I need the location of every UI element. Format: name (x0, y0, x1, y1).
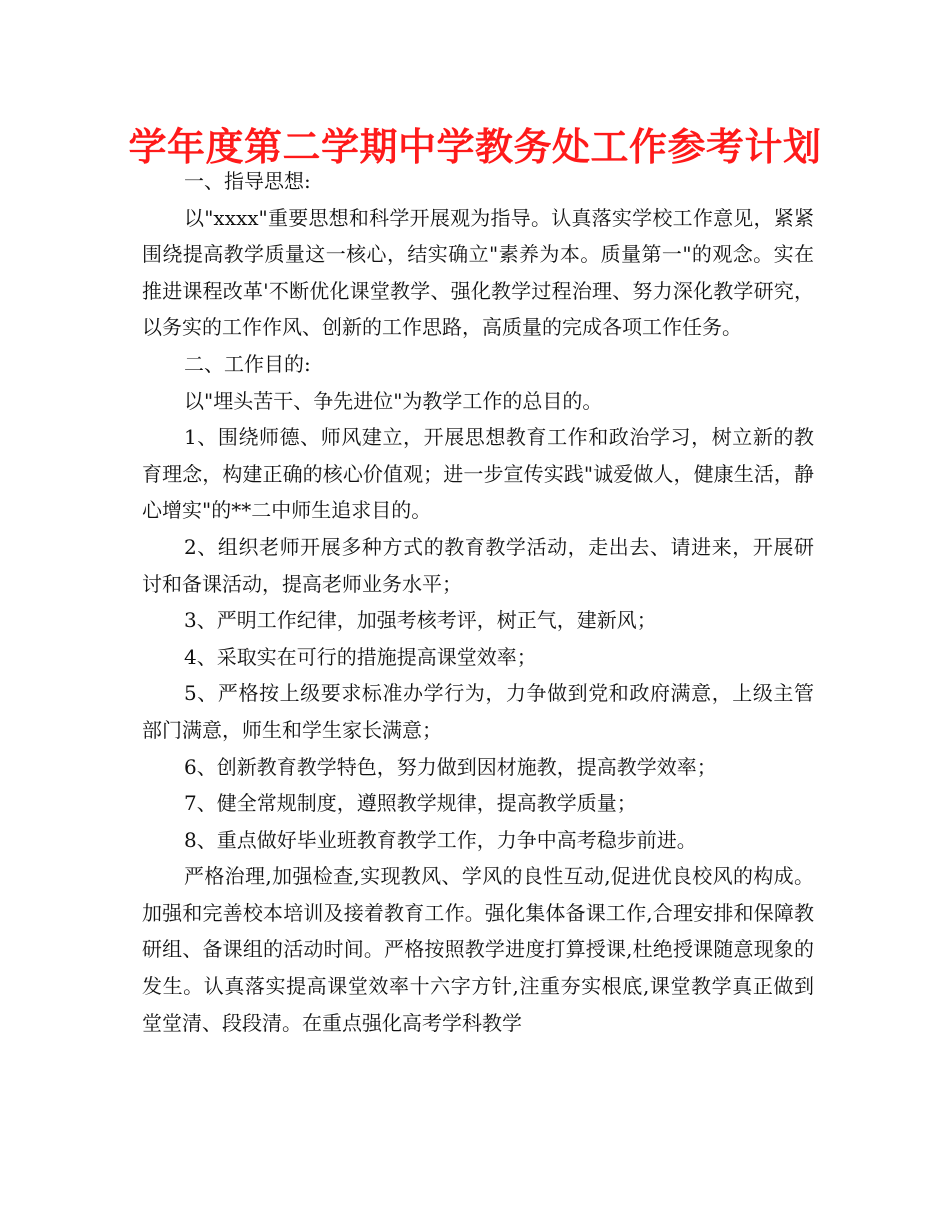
heading-guiding-ideology: 一、指导思想: (184, 169, 311, 193)
paragraph-guiding-ideology: 以"xxxx"重要思想和科学开展观为指导。认真落实学校工作意见，紧紧围绕提高教学质量这一核心，结实确立"素养为本。质量第一"的观念。实在推进课程改革'不断优化课堂教学、强化教学过程治理、努力深化教学研究，以务实的工作作风、创新的工作思路，高质量的完成各项工作任务。 (142, 205, 814, 340)
document-body (142, 163, 814, 1041)
list-item-goal-8: 8、重点做好毕业班教育教学工作，力争中高考稳步前进。 (184, 827, 697, 852)
list-item-goal-4: 4、采取实在可行的措施提高课堂效率； (184, 644, 537, 669)
list-item-goal-2: 2、组织老师开展多种方式的教育教学活动，走出去、请进来，开展研讨和备课活动，提高老师业务水平； (142, 534, 814, 596)
paragraph-management: 严格治理,加强检查,实现教风、学风的良性互动,促进优良校风的构成。加强和完善校本培训及接着教育工作。强化集体备课工作,合理安排和保障教研组、备课组的活动时间。严格按照教学进度打算授课,杜绝授课随意现象的发生。认真落实提高课堂效率十六字方针,注重夯实根底,课堂教学真正做到堂堂清、段段清。在重点强化高考学科教学 (142, 864, 814, 1035)
list-item-goal-7: 7、健全常规制度，遵照教学规律，提高教学质量； (184, 791, 637, 816)
list-item-goal-3: 3、严明工作纪律，加强考核考评，树正气，建新风； (184, 608, 657, 633)
list-item-goal-6: 6、创新教育教学特色，努力做到因材施教，提高教学效率； (184, 754, 717, 779)
list-item-goal-1: 1、围绕师德、师风建立，开展思想教育工作和政治学习，树立新的教育理念，构建正确的核心价值观；进一步宣传实践"诚爱做人，健康生活，静心增实"的**二中师生追求目的。 (142, 425, 814, 523)
paragraph-overall-goal: 以"埋头苦干、争先进位"为教学工作的总目的。 (184, 388, 603, 413)
document-title: 学年度第二学期中学教务处工作参考计划 (128, 125, 822, 169)
list-item-goal-5: 5、严格按上级要求标准办学行为，力争做到党和政府满意，上级主管部门满意，师生和学生家长满意； (142, 681, 814, 742)
heading-work-goals: 二、工作目的: (184, 351, 311, 376)
